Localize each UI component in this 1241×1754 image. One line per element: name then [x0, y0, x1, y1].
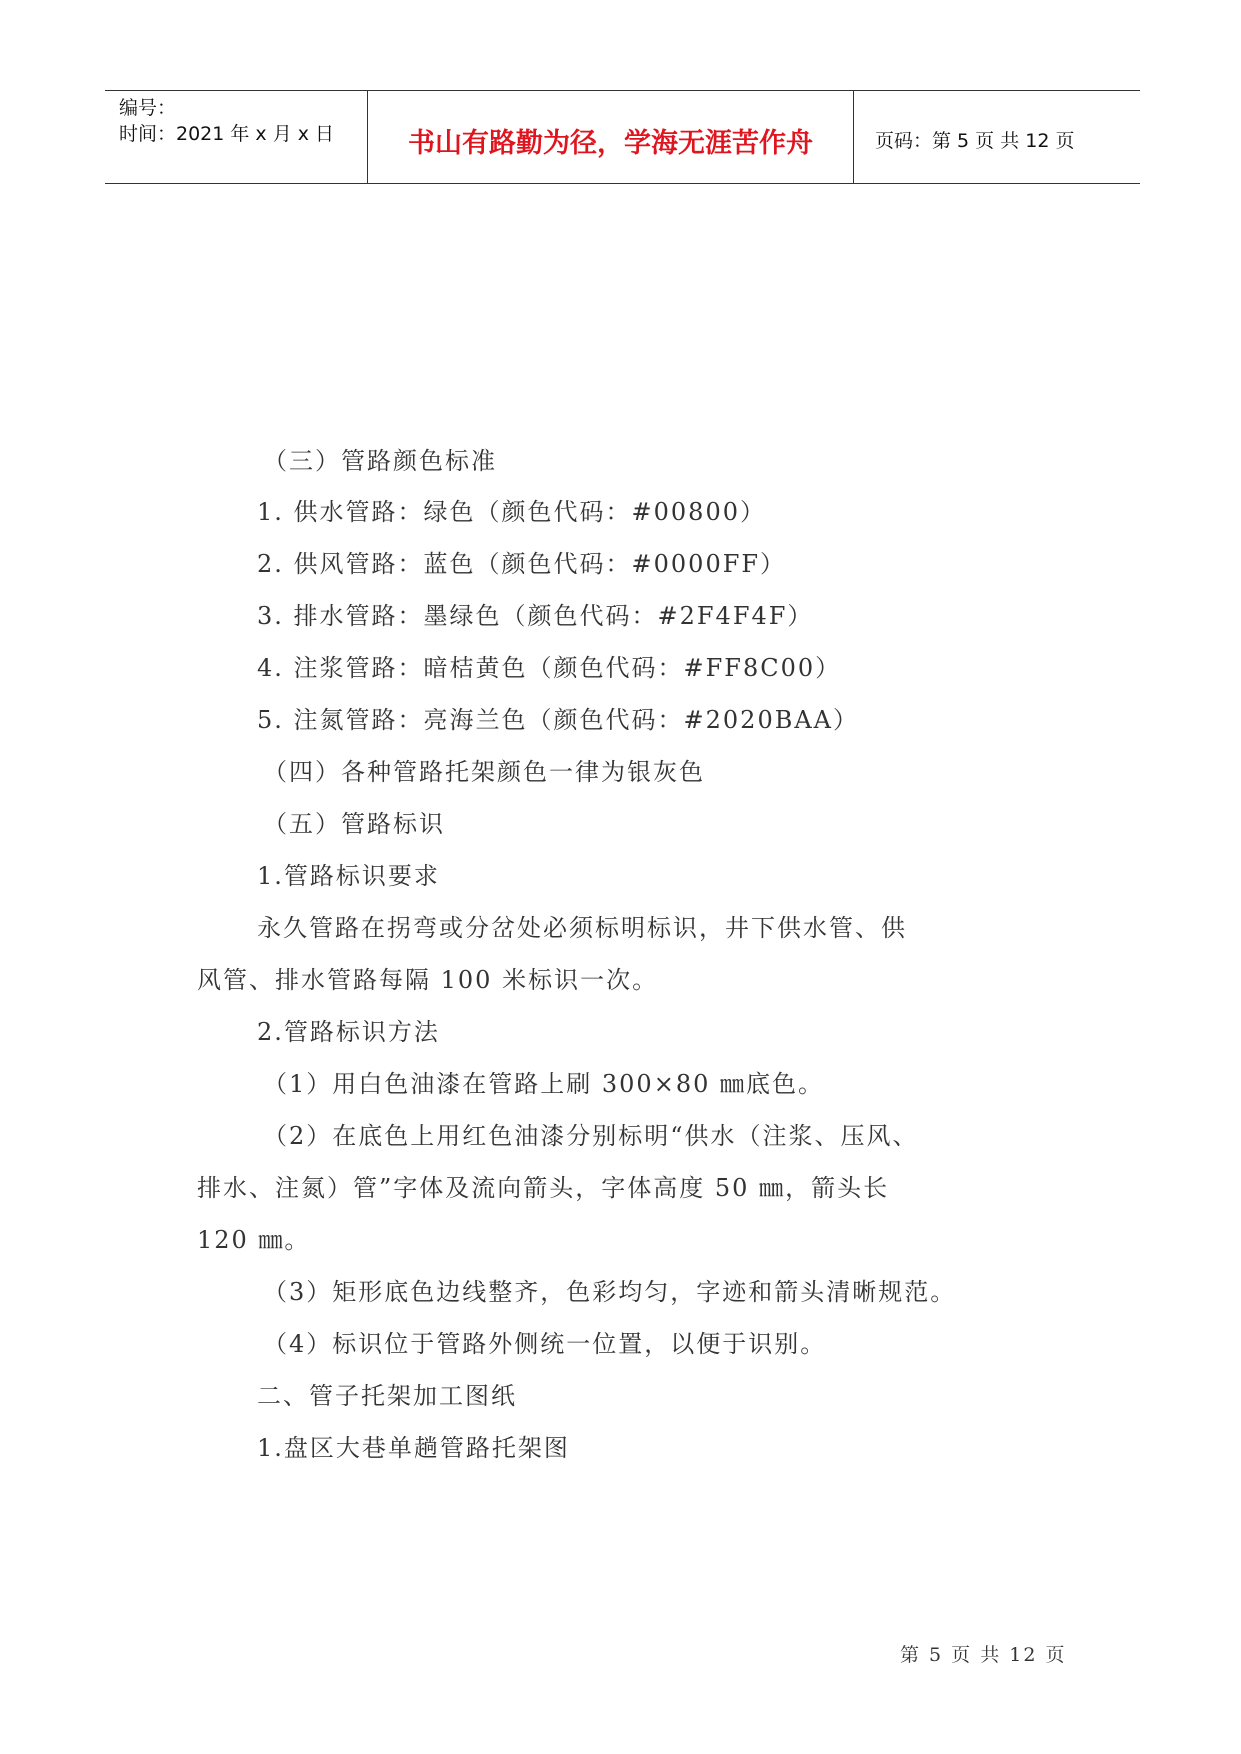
- header-motto-cell: [368, 91, 854, 183]
- header-page-info: 页码：第 5 页 共 12 页: [875, 130, 1075, 152]
- section-heading: （三）管路颜色标准: [263, 447, 497, 475]
- paragraph-line: 永久管路在拐弯或分岔处必须标明标识，井下供水管、供: [257, 914, 907, 942]
- paragraph-line: （4）标识位于管路外侧统一位置，以便于识别。: [263, 1330, 827, 1358]
- list-item: 5. 注氮管路：亮海兰色（颜色代码：#2020BAA）: [257, 706, 860, 734]
- paragraph-line: 排水、注氮）管”字体及流向箭头，字体高度 50 ㎜，箭头长: [197, 1174, 890, 1202]
- header-meta-cell: [105, 91, 368, 183]
- subsection-heading: 1.盘区大巷单趟管路托架图: [257, 1434, 570, 1462]
- list-item: 4. 注浆管路：暗桔黄色（颜色代码：#FF8C00）: [257, 654, 842, 682]
- document-header: [105, 90, 1140, 184]
- list-item: 1. 供水管路：绿色（颜色代码：#00800）: [257, 498, 766, 526]
- header-motto: 书山有路勤为径，学海无涯苦作舟: [408, 128, 813, 159]
- paragraph-line: （3）矩形底色边线整齐，色彩均匀，字迹和箭头清晰规范。: [263, 1278, 957, 1306]
- section-heading: 二、管子托架加工图纸: [257, 1382, 517, 1410]
- document-number-label: 编号：: [119, 97, 177, 119]
- subsection-heading: 2.管路标识方法: [257, 1018, 440, 1046]
- section-heading: （四）各种管路托架颜色一律为银灰色: [263, 758, 705, 786]
- page-footer: 第 5 页 共 12 页: [900, 1644, 1067, 1666]
- list-item: 2. 供风管路：蓝色（颜色代码：#0000FF）: [257, 550, 787, 578]
- paragraph-line: （1）用白色油漆在管路上刷 300×80 ㎜底色。: [263, 1070, 824, 1098]
- subsection-heading: 1.管路标识要求: [257, 862, 440, 890]
- paragraph-line: （2）在底色上用红色油漆分别标明“供水（注浆、压风、: [263, 1122, 919, 1150]
- list-item: 3. 排水管路：墨绿色（颜色代码：#2F4F4F）: [257, 602, 814, 630]
- document-time-label: 时间：2021 年 x 月 x 日: [119, 123, 335, 145]
- paragraph-line: 120 ㎜。: [197, 1226, 311, 1254]
- section-heading: （五）管路标识: [263, 810, 445, 838]
- paragraph-line: 风管、排水管路每隔 100 米标识一次。: [197, 966, 659, 994]
- header-page-cell: [855, 91, 1140, 183]
